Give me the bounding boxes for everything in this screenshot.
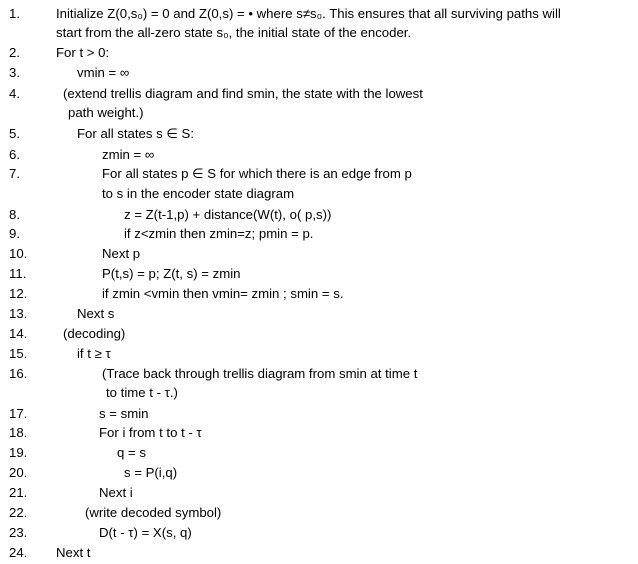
line-number: 17.	[9, 406, 28, 421]
line-number: 11.	[9, 266, 27, 281]
line-7	[0, 164, 638, 183]
line-16-cont	[0, 383, 638, 402]
line-23	[0, 523, 638, 542]
line-18	[0, 423, 638, 442]
line-19	[0, 443, 638, 462]
line-14	[0, 324, 638, 343]
line-20	[0, 463, 638, 482]
line-number: 14.	[9, 326, 28, 341]
line-text: Initialize Z(0,s₀) = 0 and Z(0,s) = • where s≠s₀. This ensures that all surviving paths will	[56, 6, 561, 21]
line-12	[0, 284, 638, 303]
line-text: (decoding)	[63, 326, 126, 341]
line-text: Next s	[77, 306, 115, 321]
line-number: 13.	[9, 306, 28, 321]
line-4-cont	[0, 103, 638, 122]
line-text: Next t	[56, 545, 91, 560]
line-3	[0, 63, 638, 82]
line-6	[0, 145, 638, 164]
line-24	[0, 543, 638, 562]
line-text: z = Z(t-1,p) + distance(W(t), o( p,s))	[124, 207, 332, 222]
line-text: if z<zmin then zmin=z; pmin = p.	[124, 226, 314, 241]
line-2	[0, 43, 638, 62]
line-number: 20.	[9, 465, 28, 480]
line-text: P(t,s) = p; Z(t, s) = zmin	[102, 266, 241, 281]
line-text: For all states p ∈ S for which there is an edge from p	[102, 166, 412, 181]
line-9	[0, 224, 638, 243]
line-text: start from the all-zero state s₀, the initial state of the encoder.	[56, 25, 412, 40]
line-number: 19.	[9, 445, 28, 460]
line-text: s = smin	[99, 406, 149, 421]
line-10	[0, 244, 638, 263]
line-number: 16.	[9, 366, 28, 381]
line-number: 9.	[9, 226, 20, 241]
line-text: (extend trellis diagram and find smin, the state with the lowest	[63, 86, 423, 101]
line-number: 8.	[9, 207, 20, 222]
line-1	[0, 4, 638, 23]
line-text: For i from t to t - τ	[99, 425, 202, 440]
line-number: 24.	[9, 545, 28, 560]
line-text: (write decoded symbol)	[85, 505, 222, 520]
line-text: vmin = ∞	[77, 65, 130, 80]
line-number: 15.	[9, 346, 28, 361]
line-7-cont	[0, 184, 638, 203]
line-number: 12.	[9, 286, 28, 301]
line-text: Next i	[99, 485, 133, 500]
line-number: 22.	[9, 505, 28, 520]
line-text: s = P(i,q)	[124, 465, 178, 480]
line-5	[0, 124, 638, 143]
line-text: For t > 0:	[56, 45, 110, 60]
line-17	[0, 404, 638, 423]
line-number: 3.	[9, 65, 20, 80]
line-15	[0, 344, 638, 363]
line-text: path weight.)	[68, 105, 144, 120]
line-number: 21.	[9, 485, 28, 500]
line-number: 7.	[9, 166, 20, 181]
line-number: 2.	[9, 45, 20, 60]
line-text: q = s	[117, 445, 146, 460]
line-text: to time t - τ.)	[106, 385, 178, 400]
line-number: 18.	[9, 425, 28, 440]
line-number: 10.	[9, 246, 28, 261]
line-22	[0, 503, 638, 522]
line-text: Next p	[102, 246, 141, 261]
line-number: 6.	[9, 147, 20, 162]
line-4	[0, 84, 638, 103]
line-number: 1.	[9, 6, 20, 21]
line-8	[0, 205, 638, 224]
line-text: D(t - τ) = X(s, q)	[99, 525, 192, 540]
line-text: zmin = ∞	[102, 147, 155, 162]
line-number: 4.	[9, 86, 20, 101]
line-text: (Trace back through trellis diagram from smin at time t	[102, 366, 418, 381]
line-number: 5.	[9, 126, 20, 141]
line-number: 23.	[9, 525, 28, 540]
line-13	[0, 304, 638, 323]
line-text: if t ≥ τ	[77, 346, 111, 361]
line-11	[0, 264, 638, 283]
line-21	[0, 483, 638, 502]
line-1-cont	[0, 23, 638, 42]
line-text: if zmin <vmin then vmin= zmin ; smin = s.	[102, 286, 344, 301]
line-text: to s in the encoder state diagram	[102, 186, 295, 201]
line-16	[0, 364, 638, 383]
line-text: For all states s ∈ S:	[77, 126, 195, 141]
